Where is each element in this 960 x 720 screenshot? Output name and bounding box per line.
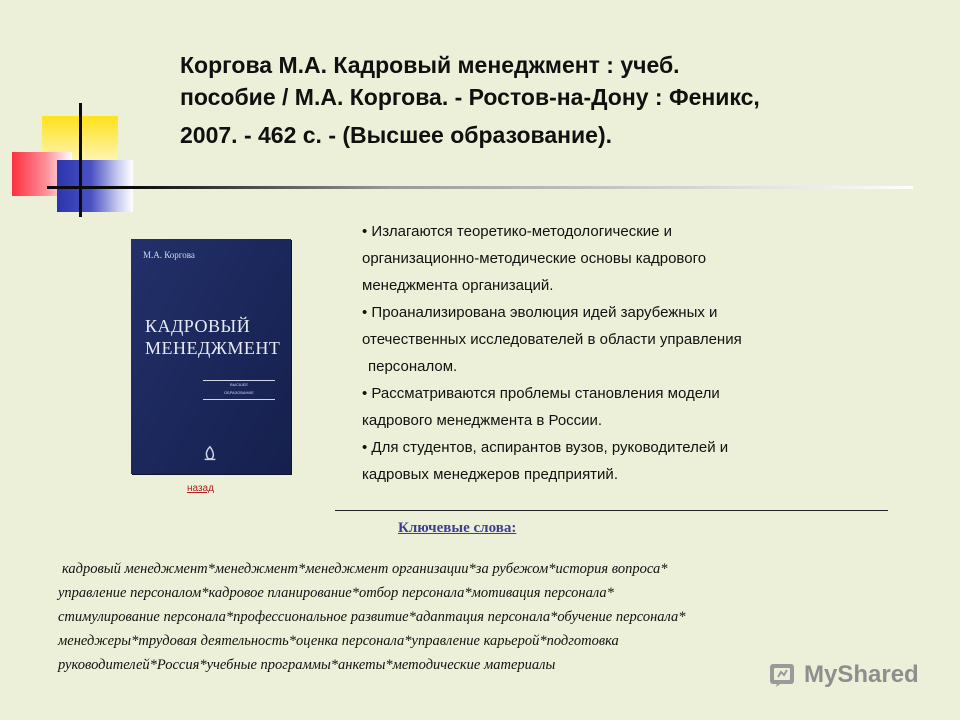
description-line: • Излагаются теоретико-методологические и <box>362 223 673 240</box>
description-line: отечественных исследователей в области управления <box>362 331 742 348</box>
myshared-logo-icon <box>768 660 798 690</box>
myshared-watermark <box>768 657 919 693</box>
keywords-heading: Ключевые слова: <box>398 520 517 536</box>
description-line: кадровых менеджеров предприятий. <box>362 466 618 483</box>
title-line: Коргова М.А. Кадровый менеджмент : учеб. <box>180 52 680 78</box>
keywords-line: руководителей*Россия*учебные программы*анкеты*методические материалы <box>58 657 556 673</box>
description-line: • Рассматриваются проблемы становления модели <box>362 385 720 402</box>
cover-author: М.А. Коргова <box>143 250 195 260</box>
cover-series-line: ОБРАЗОВАНИЕ <box>224 390 254 395</box>
watermark-text: MyShared <box>804 661 919 688</box>
publisher-logo-icon <box>201 445 219 463</box>
keywords-line: стимулирование персонала*профессиональное развитие*адаптация персонала*обучение персонала* <box>58 609 686 625</box>
keywords-line: менеджеры*трудовая деятельность*оценка персонала*управление карьерой*подготовка <box>58 633 619 649</box>
description-item <box>362 218 922 299</box>
cover-series-line: ВЫСШЕЕ <box>229 382 249 387</box>
keywords-line: кадровый менеджмент*менеджмент*менеджмент организации*за рубежом*история вопроса* <box>62 561 668 577</box>
description-line: • Для студентов, аспирантов вузов, руководителей и <box>362 439 729 456</box>
decorative-vertical-line <box>79 103 82 217</box>
slide-title <box>180 46 920 154</box>
title-line: пособие / М.А. Коргова. - Ростов-на-Дону : Феникс, <box>180 84 760 110</box>
description-item <box>362 380 922 434</box>
description-list <box>362 218 922 488</box>
cover-title <box>145 315 280 359</box>
description-line: • Проанализирована эволюция идей зарубежных и <box>362 304 718 321</box>
keywords-line: управление персоналом*кадровое планирование*отбор персонала*мотивация персонала* <box>58 585 614 601</box>
title-divider-line <box>47 186 913 189</box>
description-line: персоналом. <box>368 358 458 375</box>
description-line: менеджмента организаций. <box>362 277 554 294</box>
section-divider <box>335 510 888 511</box>
book-cover-image <box>131 239 291 474</box>
description-item <box>362 434 922 488</box>
description-line: организационно-методические основы кадрового <box>362 250 707 267</box>
description-item <box>362 299 922 380</box>
cover-series-label <box>203 380 275 400</box>
back-link[interactable]: назад <box>187 483 214 494</box>
cover-title-line: МЕНЕДЖМЕНТ <box>145 338 281 358</box>
description-line: кадрового менеджмента в России. <box>362 412 603 429</box>
cover-title-line: КАДРОВЫЙ <box>145 316 251 336</box>
title-line: 2007. - 462 с. - (Высшее образование). <box>180 122 613 148</box>
